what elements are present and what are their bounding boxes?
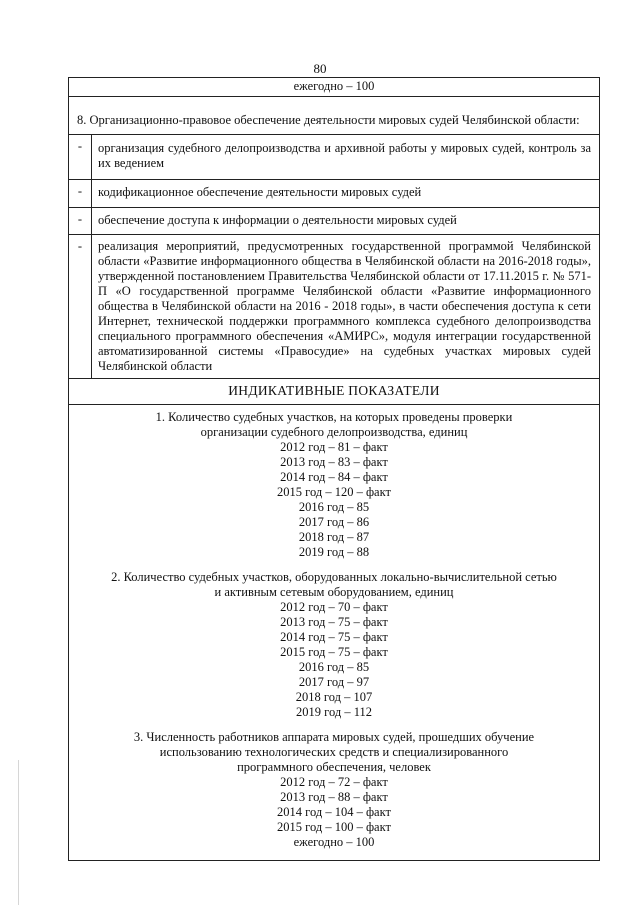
- indicator-value: 2013 год – 88 – факт: [280, 790, 388, 804]
- indicators-header: ИНДИКАТИВНЫЕ ПОКАЗАТЕЛИ: [69, 379, 599, 405]
- indicator-title-line: 2. Количество судебных участков, оборудованных локально-вычислительной сетью: [111, 570, 557, 584]
- indicator-block-3: [79, 730, 589, 850]
- indicator-block-2: [79, 570, 589, 720]
- list-item: [69, 208, 599, 235]
- indicator-title-line: 1. Количество судебных участков, на которых проведены проверки: [155, 410, 513, 424]
- list-marker: -: [69, 208, 92, 234]
- indicator-title-line: 3. Численность работников аппарата мировых судей, прошедших обучение: [133, 730, 535, 744]
- indicator-value: 2014 год – 75 – факт: [280, 630, 388, 644]
- indicator-value: 2015 год – 75 – факт: [280, 645, 388, 659]
- indicator-title-line: организации судебного делопроизводства, единиц: [200, 425, 468, 439]
- indicator-value: 2018 год – 87: [298, 530, 370, 544]
- list-marker: -: [69, 135, 92, 179]
- indicator-title: [79, 410, 589, 440]
- indicator-value: 2016 год – 85: [298, 500, 370, 514]
- list-item: [69, 135, 599, 180]
- scan-margin-line: [18, 760, 19, 905]
- indicator-value: 2016 год – 85: [298, 660, 370, 674]
- indicator-value: 2019 год – 112: [296, 705, 372, 719]
- indicator-value: 2015 год – 120 – факт: [277, 485, 391, 499]
- indicator-title-line: и активным сетевым оборудованием, единиц: [214, 585, 454, 599]
- indicator-title: [79, 570, 589, 600]
- indicator-value: 2014 год – 104 – факт: [277, 805, 391, 819]
- list-item-text: кодификационное обеспечение деятельности мировых судей: [98, 185, 422, 199]
- indicator-value: 2019 год – 88: [298, 545, 370, 559]
- indicator-value: 2013 год – 75 – факт: [280, 615, 388, 629]
- indicator-value: 2012 год – 81 – факт: [280, 440, 388, 454]
- indicator-block-1: [79, 410, 589, 560]
- indicator-value: 2017 год – 86: [298, 515, 370, 529]
- indicator-value: 2017 год – 97: [298, 675, 370, 689]
- indicator-value: 2015 год – 100 – факт: [277, 820, 391, 834]
- list-item-text: обеспечение доступа к информации о деятельности мировых судей: [98, 213, 457, 227]
- indicator-value: ежегодно – 100: [293, 835, 375, 849]
- document-table: [68, 77, 600, 861]
- section-title: 8. Организационно-правовое обеспечение деятельности мировых судей Челябинской области:: [69, 97, 599, 135]
- indicator-value: 2012 год – 72 – факт: [280, 775, 388, 789]
- indicator-title-line: использованию технологических средств и специализированного: [159, 745, 509, 759]
- list-marker: -: [69, 180, 92, 207]
- indicator-value: 2018 год – 107: [295, 690, 373, 704]
- list-item-text: организация судебного делопроизводства и архивной работы у мировых судей, контроль за их ведением: [98, 141, 591, 170]
- list-item: [69, 180, 599, 208]
- top-note: ежегодно – 100: [69, 78, 599, 97]
- indicator-value: 2013 год – 83 – факт: [280, 455, 388, 469]
- indicator-title: [79, 730, 589, 775]
- indicator-value: 2014 год – 84 – факт: [280, 470, 388, 484]
- list-marker: -: [69, 235, 92, 378]
- indicator-title-line: программного обеспечения, человек: [237, 760, 431, 774]
- indicator-value: 2012 год – 70 – факт: [280, 600, 388, 614]
- page-number: 80: [313, 61, 327, 76]
- list-item: [69, 235, 599, 379]
- list-item-text: реализация мероприятий, предусмотренных государственной программой Челябинской области «Развитие информационного общества в Челябинской области на 2016-2018 годы», утвержденной постановлением Правительства Челябинской области от 17.11.2015 г. № 571-П «О государственной программе Челябинской области «Развитие информационного общества в Челябинской области на 2016 - 2018 годы», в части обеспечения доступа к сети Интернет, технической поддержки программного комплекса судебного делопроизводства специального программного обеспечения «АМИРС», модуля интеграции государственной автоматизированной системы «Правосудие» на судебных участках мировых судей Челябинской области: [98, 239, 591, 373]
- indicators-body: [69, 405, 599, 860]
